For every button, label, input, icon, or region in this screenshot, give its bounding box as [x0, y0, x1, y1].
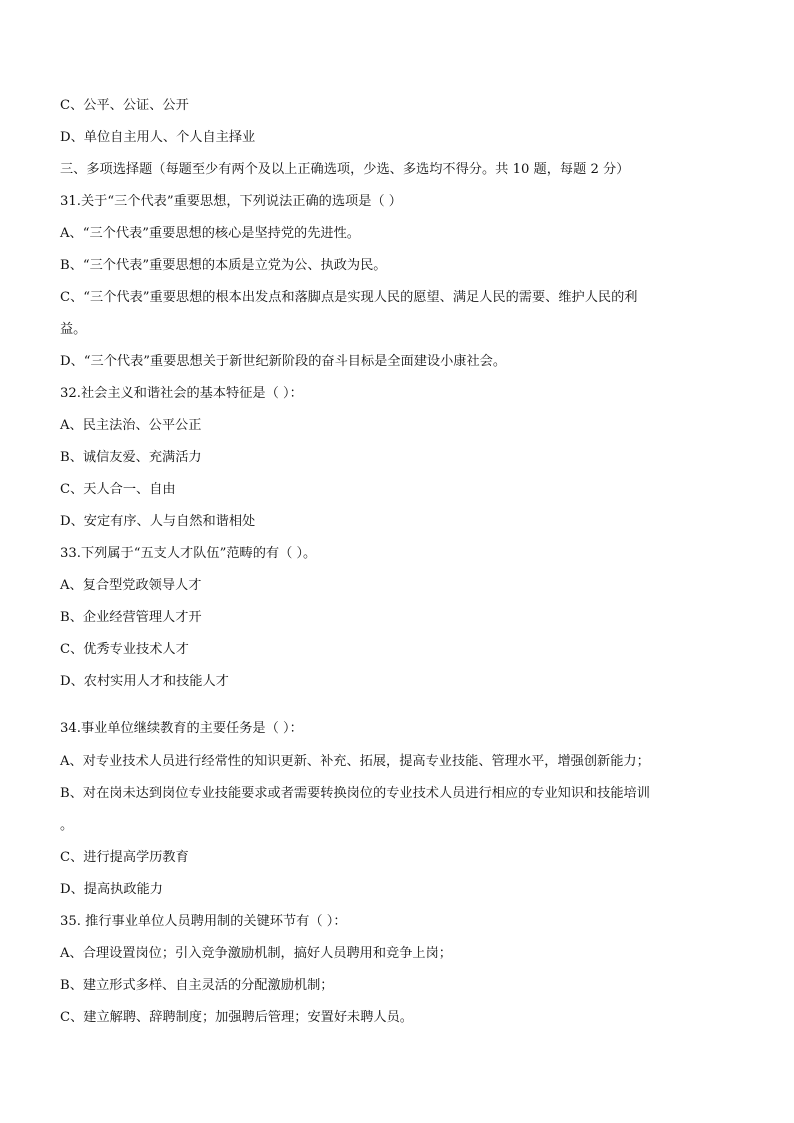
- q34-option-c: C、进行提高学历教育: [60, 850, 189, 865]
- question-32: 32.社会主义和谐社会的基本特征是（ ）：: [60, 386, 303, 401]
- q31-option-c: C、“三个代表”重要思想的根本出发点和落脚点是实现人民的愿望、满足人民的需要、维护人民的利: [60, 290, 638, 305]
- q34-option-b-cont: 。: [60, 818, 74, 833]
- q34-option-a: A、对专业技术人员进行经常性的知识更新、补充、拓展，提高专业技能、管理水平，增强创新能力；: [60, 754, 650, 769]
- q31-option-c-cont: 益。: [60, 322, 87, 337]
- q32-option-a: A、民主法治、公平公正: [60, 418, 202, 433]
- q32-option-c: C、天人合一、自由: [60, 482, 176, 497]
- q32-option-b: B、诚信友爱、充满活力: [60, 450, 202, 465]
- question-35: 35. 推行事业单位人员聘用制的关键环节有（ ）：: [60, 914, 347, 929]
- q35-option-b: B、建立形式多样、自主灵活的分配激励机制；: [60, 978, 334, 993]
- question-34: 34.事业单位继续教育的主要任务是（ ）：: [60, 721, 303, 736]
- q35-option-a: A、合理设置岗位；引入竞争激励机制，搞好人员聘用和竞争上岗；: [60, 946, 452, 961]
- q31-option-d: D、“三个代表”重要思想关于新世纪新阶段的奋斗目标是全面建设小康社会。: [60, 354, 507, 369]
- option-d-prev: D、单位自主用人、个人自主择业: [60, 130, 256, 145]
- q35-option-c: C、建立解聘、辞聘制度；加强聘后管理；安置好未聘人员。: [60, 1010, 413, 1025]
- question-31: 31.关于“三个代表”重要思想，下列说法正确的选项是（ ）: [60, 194, 402, 209]
- q31-option-b: B、“三个代表”重要思想的本质是立党为公、执政为民。: [60, 258, 387, 273]
- q32-option-d: D、安定有序、人与自然和谐相处: [60, 514, 256, 529]
- option-c-prev: C、公平、公证、公开: [60, 98, 189, 113]
- question-33: 33.下列属于“五支人才队伍”范畴的有（ ）。: [60, 546, 317, 561]
- q33-option-b: B、企业经营管理人才开: [60, 610, 202, 625]
- q33-option-a: A、复合型党政领导人才: [60, 578, 202, 593]
- q34-option-b: B、对在岗未达到岗位专业技能要求或者需要转换岗位的专业技术人员进行相应的专业知识和技能培训: [60, 786, 650, 801]
- q31-option-a: A、“三个代表”重要思想的核心是坚持党的先进性。: [60, 226, 360, 241]
- section-heading: 三、多项选择题（每题至少有两个及以上正确选项，少选、多选均不得分。共 10 题，每题 2 分）: [60, 162, 630, 177]
- q34-option-d: D、提高执政能力: [60, 882, 163, 897]
- q33-option-d: D、农村实用人才和技能人才: [60, 674, 229, 689]
- q33-option-c: C、优秀专业技术人才: [60, 642, 189, 657]
